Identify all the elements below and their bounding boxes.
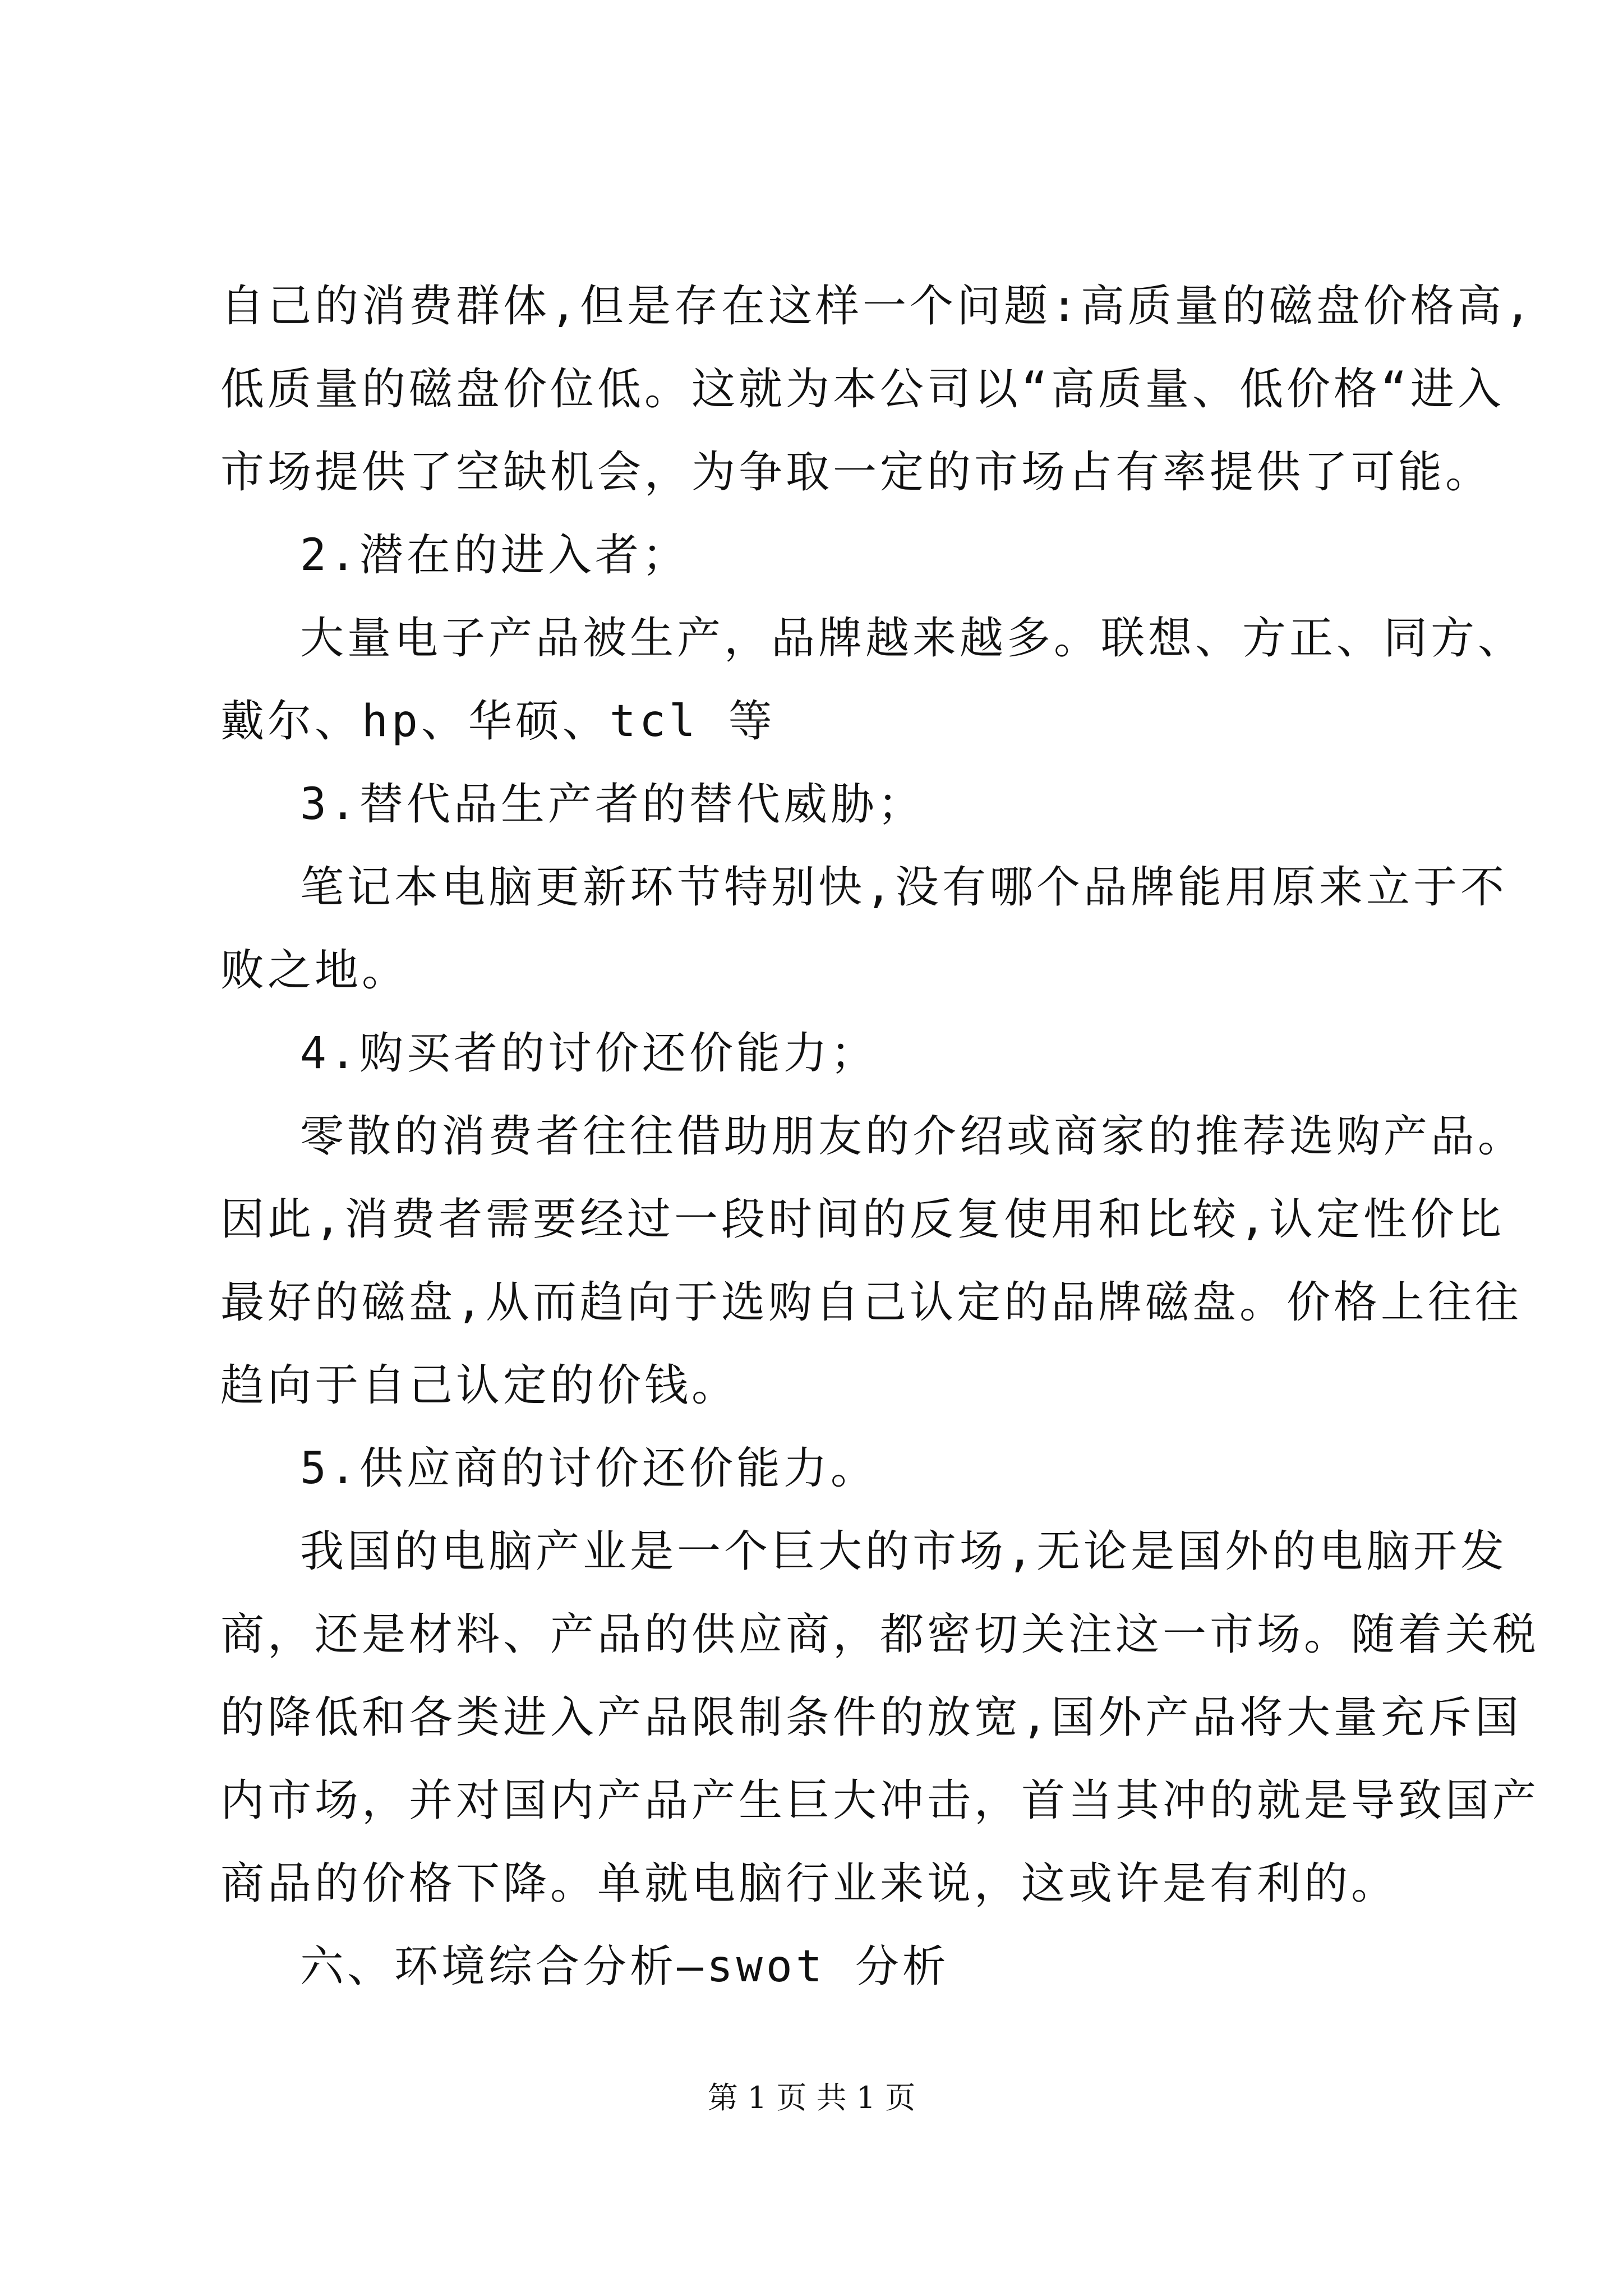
section-heading-potential-entrants: 2.潜在的进入者； [300,530,689,581]
section-heading-buyer-power: 4.购买者的讨价还价能力； [300,1028,878,1079]
section-heading-swot: 六、环境综合分析—swot 分析 [300,1941,949,1992]
body-line-11: 零散的消费者往往借助朋友的介绍或商家的推荐选购产品。 [300,1111,1525,1162]
section-heading-supplier-power: 5.供应商的讨价还价能力。 [300,1443,878,1494]
body-line-8: 笔记本电脑更新环节特别快,没有哪个品牌能用原来立于不 [300,862,1507,913]
body-line-19: 内市场，并对国内产品产生巨大冲击，首当其冲的就是导致国产 [220,1775,1540,1826]
body-line-5: 大量电子产品被生产，品牌越来越多。联想、方正、同方、 [300,613,1525,664]
section-heading-substitutes: 3.替代品生产者的替代威胁； [300,779,925,830]
page-footer: 第 1 页 共 1 页 [707,2080,916,2115]
body-line-6: 戴尔、hp、华硕、tcl 等 [220,696,776,747]
body-line-20: 商品的价格下降。单就电脑行业来说，这或许是有利的。 [220,1858,1399,1909]
body-line-1: 自己的消费群体,但是存在这样一个问题:高质量的磁盘价格高, [220,281,1534,332]
body-line-13: 最好的磁盘,从而趋向于选购自己认定的品牌磁盘。价格上往往 [220,1277,1522,1328]
body-line-18: 的降低和各类进入产品限制条件的放宽,国外产品将大量充斥国 [220,1692,1522,1743]
body-line-17: 商，还是材料、产品的供应商，都密切关注这一市场。随着关税 [220,1609,1540,1660]
body-line-16: 我国的电脑产业是一个巨大的市场,无论是国外的电脑开发 [300,1526,1507,1577]
body-line-9: 败之地。 [220,945,409,996]
body-line-2: 低质量的磁盘价位低。这就为本公司以“高质量、低价格“进入 [220,364,1505,415]
body-line-14: 趋向于自己认定的价钱。 [220,1360,739,1411]
body-line-3: 市场提供了空缺机会，为争取一定的市场占有率提供了可能。 [220,447,1493,498]
document-body [220,265,1540,2008]
body-line-12: 因此,消费者需要经过一段时间的反复使用和比较,认定性价比 [220,1194,1505,1245]
